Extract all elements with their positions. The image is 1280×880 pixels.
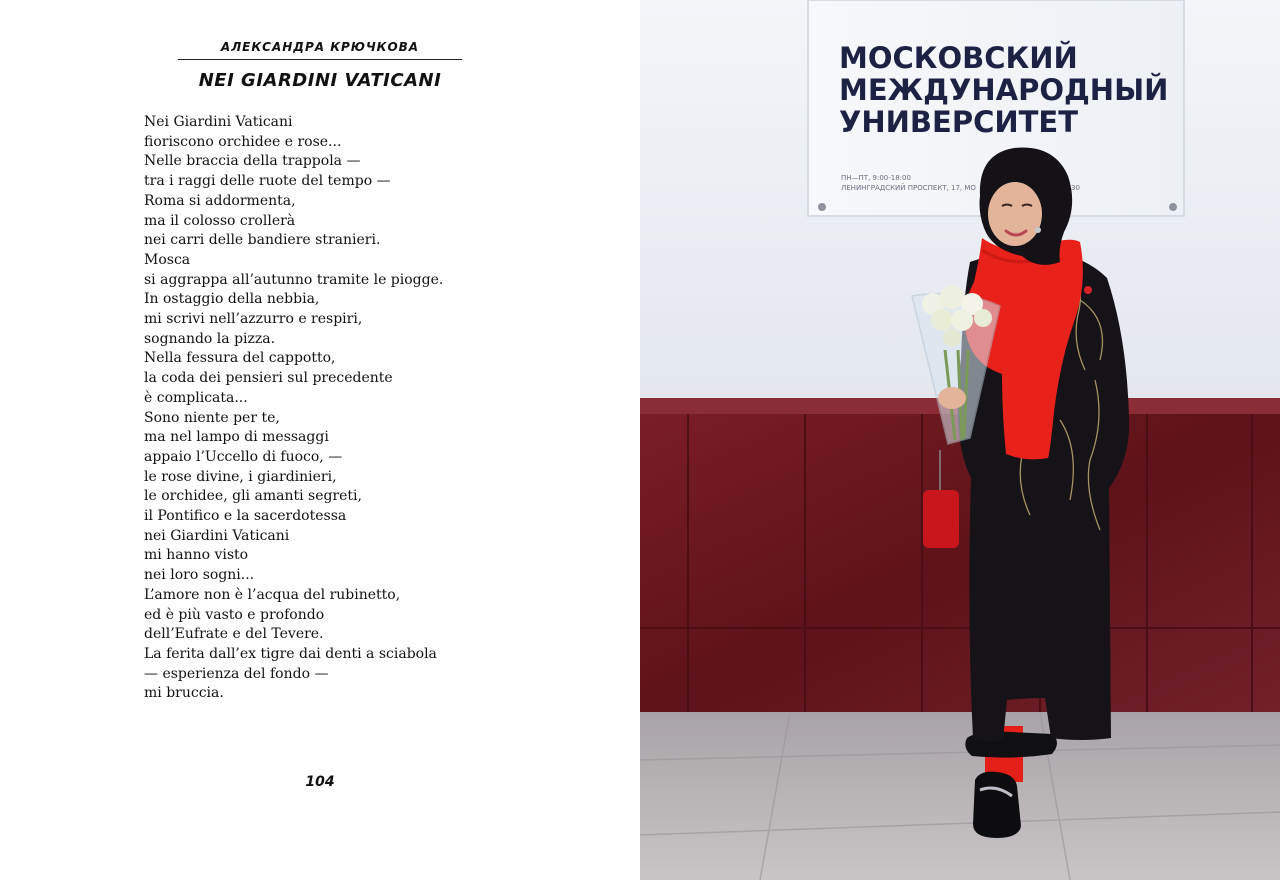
poem-line: nei loro sogni... xyxy=(144,567,255,584)
poem-line: Nelle braccia della trappola — xyxy=(144,153,361,170)
poem-line: Mosca xyxy=(144,251,191,268)
poem-line: le orchidee, gli amanti segreti, xyxy=(144,488,362,505)
poem-line: è complicata... xyxy=(144,389,248,406)
poem-line: L’amore non è l’acqua del rubinetto, xyxy=(144,586,401,603)
sign-line-3: УНИВЕРСИТЕТ xyxy=(839,105,1078,139)
sign-bolt xyxy=(818,203,826,211)
poem-line: Nella fessura del cappotto, xyxy=(144,350,336,367)
poem-line: tra i raggi delle ruote del tempo — xyxy=(144,173,391,190)
sign-address-tail: 30 xyxy=(1071,184,1080,192)
poem-body xyxy=(144,113,443,704)
sign-line-2: МЕЖДУНАРОДНЫЙ xyxy=(839,73,1169,107)
pavement xyxy=(640,712,1280,880)
sign-line-1: МОСКОВСКИЙ xyxy=(839,41,1078,75)
sign-address: ЛЕНИНГРАДСКИЙ ПРОСПЕКТ, 17, МО xyxy=(841,184,976,192)
poem-line: la coda dei pensieri sul precedente xyxy=(144,370,393,387)
poem-line: mi scrivi nell’azzurro e respiri, xyxy=(144,311,363,328)
poem-line: appaio l’Uccello di fuoco, — xyxy=(144,448,343,465)
black-shoe xyxy=(973,772,1021,838)
poem-line: ma nel lampo di messaggi xyxy=(144,429,329,446)
poem-line: sognando la pizza. xyxy=(144,330,276,347)
poem-line: il Pontifico e la sacerdotessa xyxy=(144,508,347,525)
poem-line: Roma si addormenta, xyxy=(144,192,296,209)
poem-line: mi hanno visto xyxy=(144,547,249,564)
author-name: АЛЕКСАНДРА КРЮЧКОВА xyxy=(220,40,420,54)
hand xyxy=(938,387,966,409)
poem-line: Nei Giardini Vaticani xyxy=(144,114,293,130)
poem-line: fioriscono orchidee e rose... xyxy=(144,133,342,150)
header-rule xyxy=(178,59,462,60)
poem-title: NEI GIARDINI VATICANI xyxy=(198,70,442,91)
poem-line: si aggrappa all’autunno tramite le piogge. xyxy=(144,271,444,288)
poem-line: La ferita dall’ex tigre dai denti a sciabola xyxy=(144,645,437,662)
poem-line: nei Giardini Vaticani xyxy=(144,527,290,544)
poem-line: le rose divine, i giardinieri, xyxy=(144,468,337,485)
poem-line: In ostaggio della nebbia, xyxy=(144,291,320,308)
sign-hours: ПН—ПТ, 9:00-18:00 xyxy=(841,174,911,182)
poem-line: mi bruccia. xyxy=(144,685,224,702)
poem-line: ed è più vasto e profondo xyxy=(144,606,325,623)
poem-line: — esperienza del fondo — xyxy=(144,665,329,682)
sign-bolt xyxy=(1169,203,1177,211)
granite-plinth xyxy=(640,414,1280,714)
poem-line: dell’Eufrate e del Tevere. xyxy=(144,626,324,643)
poem-line: nei carri delle bandiere stranieri. xyxy=(144,232,381,249)
poem-line: Sono niente per te, xyxy=(144,409,280,426)
poem-line: ma il colosso crollerà xyxy=(144,212,296,229)
page-number: 104 xyxy=(305,774,335,790)
right-page xyxy=(640,0,1280,880)
red-handbag xyxy=(923,490,959,548)
